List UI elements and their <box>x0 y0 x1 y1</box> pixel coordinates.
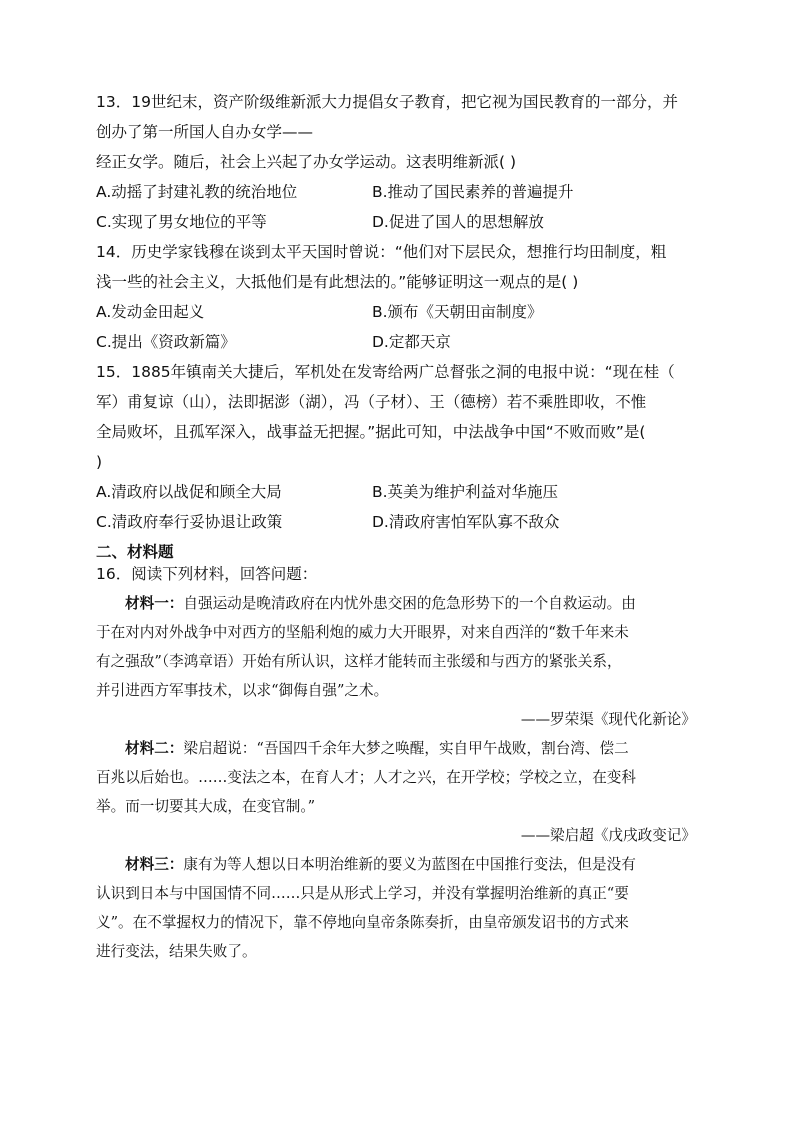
material-3-line-4: 进行变法，结果失败了。 <box>96 943 257 960</box>
option-b: B.推动了国民素养的普遍提升 <box>372 183 574 201</box>
question-15-line-2: 军）甫复谅（山），法即据澎（湖），冯（子材）、王（德榜）若不乘胜即收，不惟 <box>96 393 647 411</box>
question-14 <box>96 242 696 352</box>
material-1-text: 自强运动是晚清政府在内忧外患交困的危急形势下的一个自救运动。由 <box>183 595 636 612</box>
option-c: C.清政府奉行妥协退让政策 <box>96 513 283 531</box>
material-2-line-3: 举。而一切要其大成，在变官制。” <box>96 798 316 815</box>
material-3 <box>96 855 696 961</box>
option-b: B.颁布《天朝田亩制度》 <box>372 303 543 321</box>
option-d: D.定都天京 <box>372 333 451 351</box>
question-13-line-2: 创办了第一所国人自办女学—— <box>96 123 314 141</box>
question-13-line-3: 经正女学。随后，社会上兴起了办女学运动。这表明维新派( ) <box>96 153 517 171</box>
section-title: 二、材料题 <box>96 543 174 561</box>
material-3-line-2: 认识到日本与中国国情不同……只是从形式上学习，并没有掌握明治维新的真正“要 <box>96 885 629 902</box>
material-3-line-3: 义”。在不掌握权力的情况下，靠不停地向皇帝条陈奏折，由皇帝颁发诏书的方式来 <box>96 914 629 931</box>
material-2-label: 材料二： <box>125 740 184 757</box>
option-b: B.英美为维护利益对华施压 <box>372 483 559 501</box>
question-16-intro: 16．阅读下列材料，回答问题： <box>96 565 318 583</box>
exam-page <box>96 92 696 971</box>
question-15-line-3: 全局败坏，且孤军深入，战事益无把握。”据此可知，中法战争中国“不败而败”是( <box>96 423 646 441</box>
question-13-line-1: 13．19世纪末，资产阶级维新派大力提倡女子教育，把它视为国民教育的一部分，并 <box>96 93 678 111</box>
material-2-text: 梁启超说：“吾国四千余年大梦之唤醒，实自甲午战败，割台湾、偿二 <box>183 740 629 757</box>
material-1-line-1 <box>96 594 696 613</box>
material-2-line-1 <box>96 739 696 758</box>
question-13-options <box>96 182 696 232</box>
question-14-options <box>96 302 696 352</box>
option-a: A.清政府以战促和顾全大局 <box>96 483 282 501</box>
option-d: D.促进了国人的思想解放 <box>372 213 544 231</box>
option-d: D.清政府害怕军队寡不敌众 <box>372 513 560 531</box>
material-3-label: 材料三： <box>125 856 184 873</box>
material-3-text: 康有为等人想以日本明治维新的要义为蓝图在中国推行变法，但是没有 <box>183 856 636 873</box>
material-1-line-4: 并引进西方军事技术，以求“御侮自强”之术。 <box>96 682 389 699</box>
material-1-line-3: 有之强敌”（李鸿章语）开始有所认识，这样才能转而主张缓和与西方的紧张关系， <box>96 653 622 670</box>
material-2 <box>96 739 696 845</box>
material-2-source: ——梁启超《戊戌政变记》 <box>520 827 696 844</box>
material-2-line-2: 百兆以后始也。……变法之本，在育人才；人才之兴，在开学校；学校之立，在变科 <box>96 769 636 786</box>
question-15-line-1: 15．1885年镇南关大捷后，军机处在发寄给两广总督张之洞的电报中说：“现在桂（ <box>96 363 675 381</box>
question-14-line-1: 14．历史学家钱穆在谈到太平天国时曾说：“他们对下层民众，想推行均田制度，粗 <box>96 243 667 261</box>
question-15-options <box>96 482 696 532</box>
option-a: A.发动金田起义 <box>96 303 205 321</box>
question-15-line-4: ) <box>96 453 103 471</box>
option-c: C.提出《资政新篇》 <box>96 333 236 351</box>
option-c: C.实现了男女地位的平等 <box>96 213 267 231</box>
question-14-line-2: 浅一些的社会主义，大抵他们是有此想法的。”能够证明这一观点的是( ) <box>96 273 579 291</box>
option-a: A.动摇了封建礼教的统治地位 <box>96 183 298 201</box>
material-3-line-1 <box>96 855 696 874</box>
material-1-label: 材料一： <box>125 595 184 612</box>
question-13 <box>96 92 696 232</box>
question-15 <box>96 362 696 532</box>
material-1-line-2: 于在对内对外战争中对西方的坚船利炮的威力大开眼界，对来自西洋的“数千年来未 <box>96 624 629 641</box>
material-1 <box>96 594 696 729</box>
material-1-source: ——罗荣渠《现代化新论》 <box>520 711 696 728</box>
